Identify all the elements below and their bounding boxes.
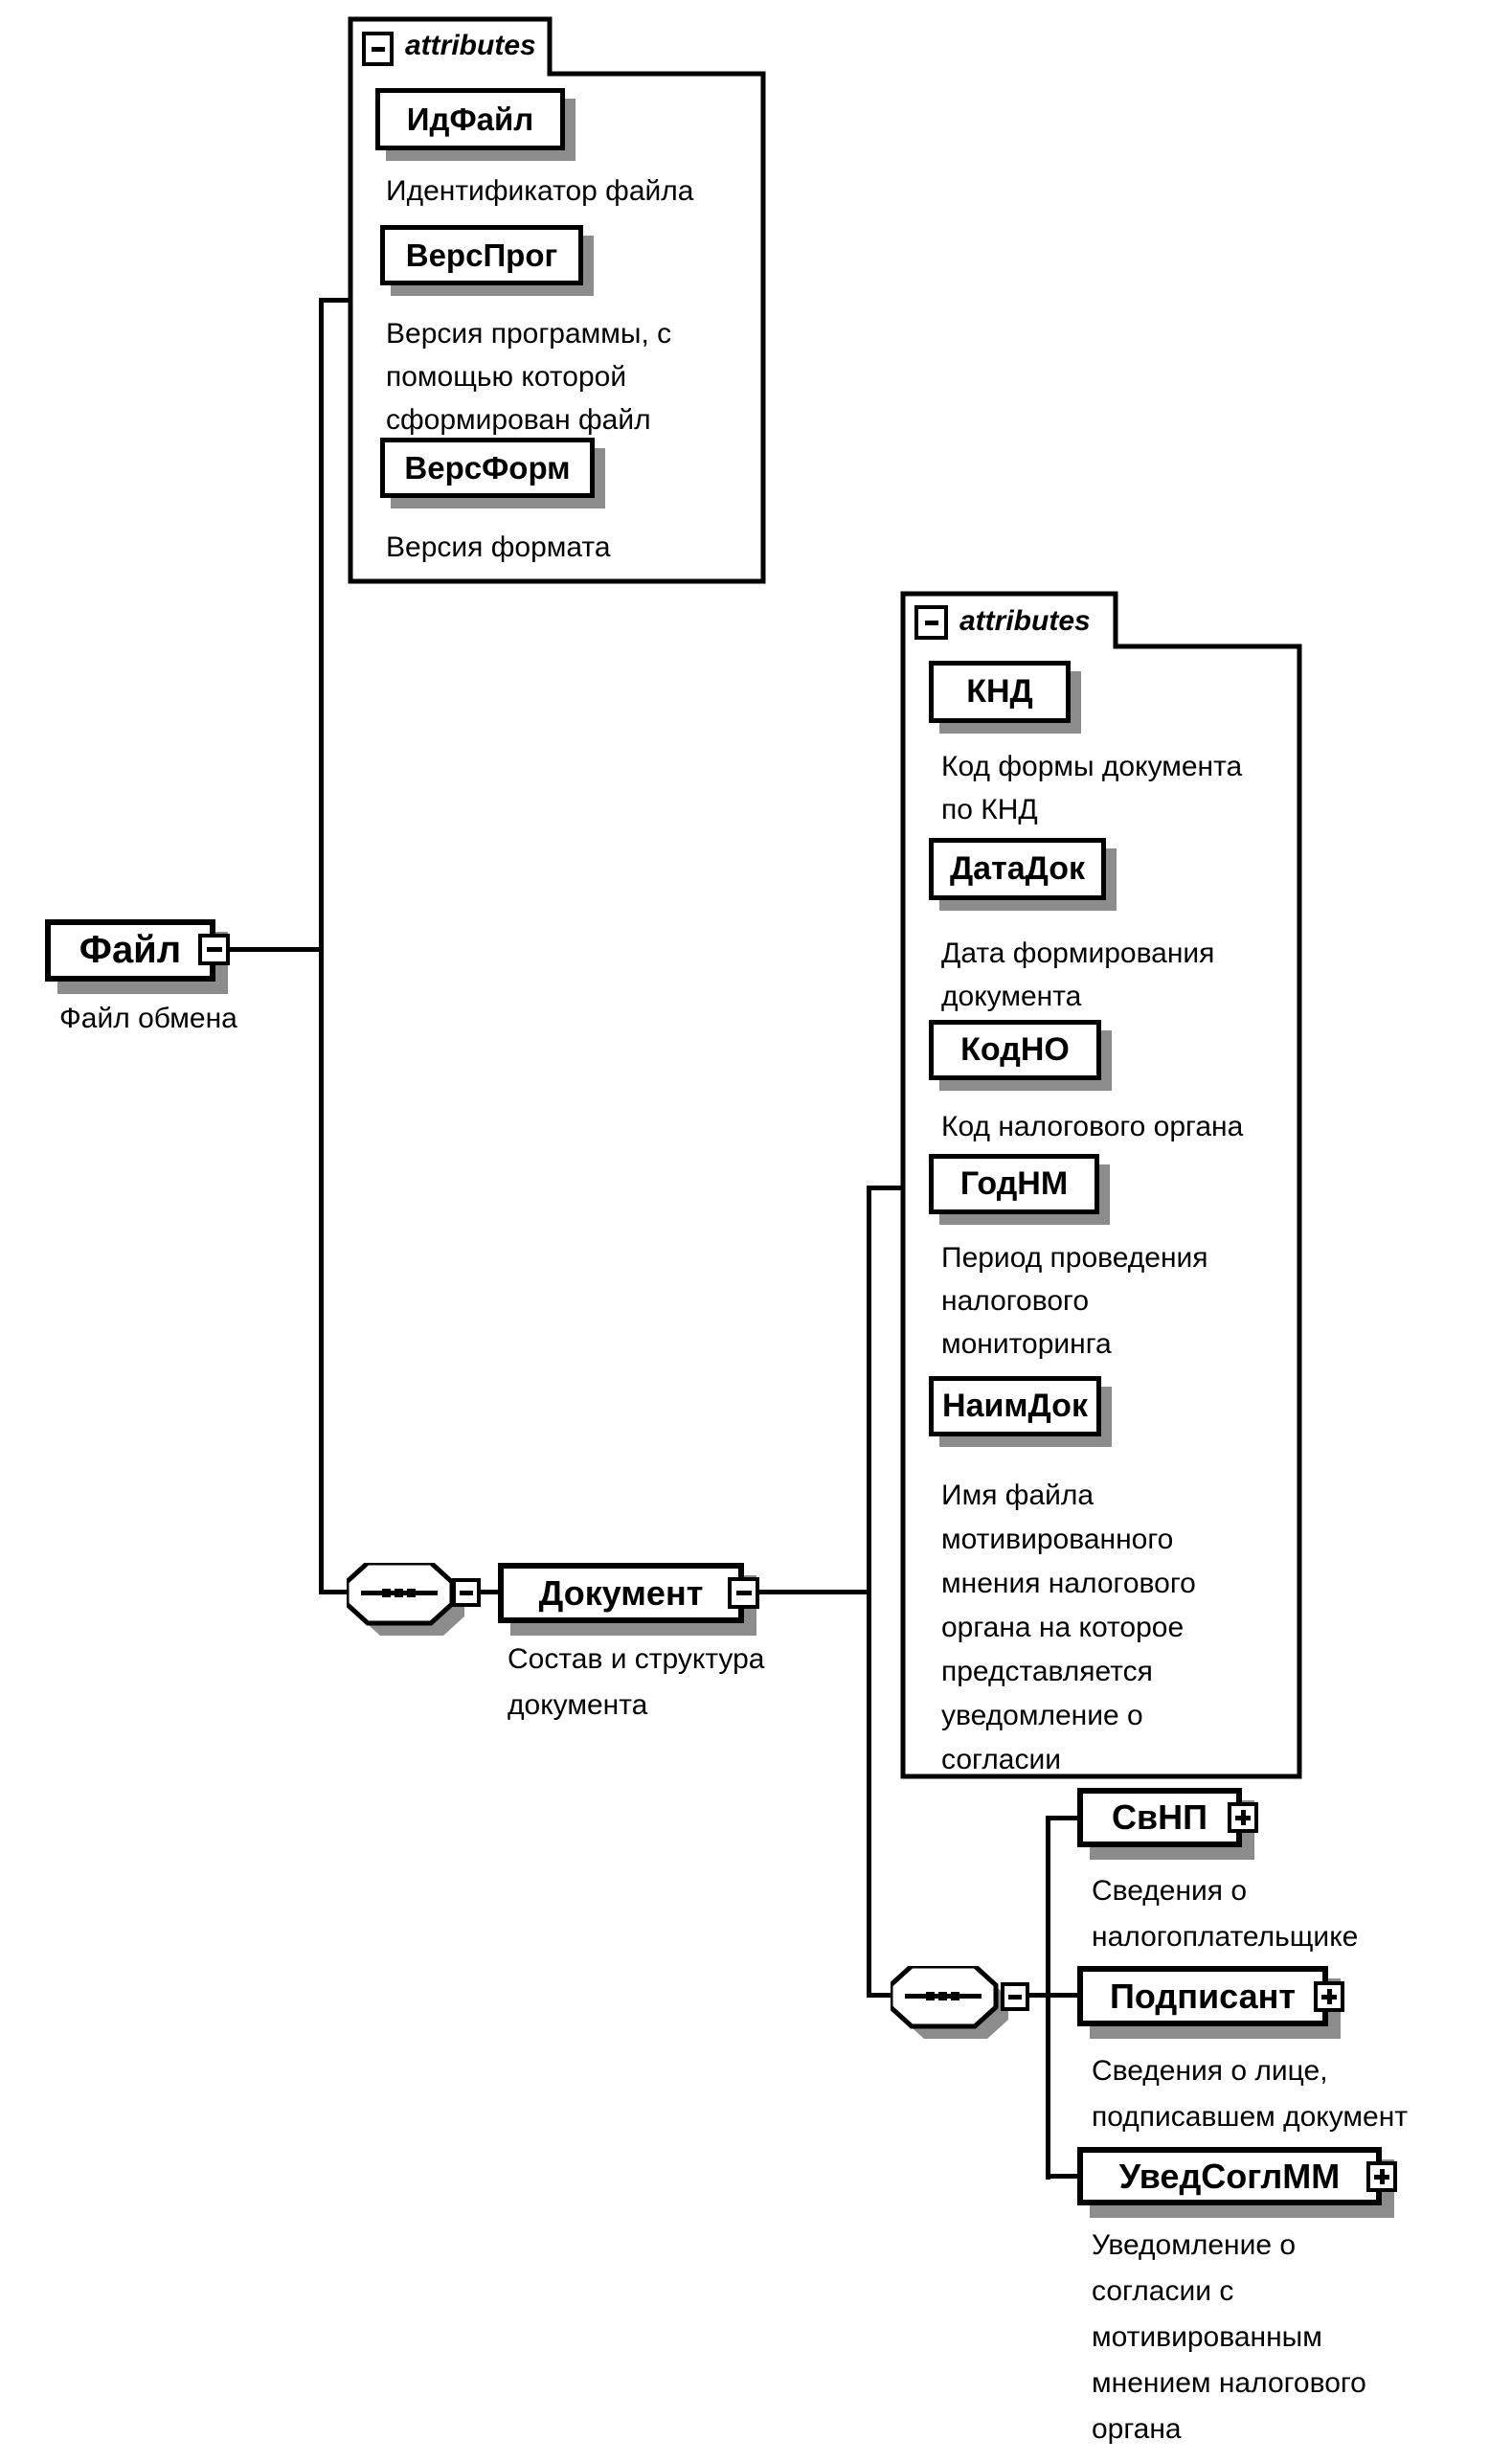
attribute-box-versprog[interactable] — [380, 225, 583, 285]
desc-line: Версия формата — [386, 531, 611, 563]
element-name-svnp: СвНП — [1111, 1797, 1207, 1837]
collapse-minus-icon-sequence1[interactable] — [452, 1578, 481, 1607]
desc-line: согласии — [941, 1744, 1062, 1775]
connector-sequence2-podpisant — [1027, 1993, 1079, 1998]
attribute-desc-kodno — [941, 1111, 1243, 1154]
attribute-name: КодНО — [960, 1031, 1070, 1068]
label-line: Сведения о лице, — [1092, 2055, 1328, 2087]
desc-line: Имя файла — [941, 1480, 1095, 1511]
attribute-name: КНД — [966, 673, 1033, 710]
element-box-podpisant[interactable] — [1077, 1966, 1328, 2026]
attribute-desc-idfajl — [386, 175, 694, 218]
stub-attributes-top — [319, 298, 350, 303]
stub-attributes-document — [867, 1186, 902, 1190]
attributes-tab-label: attributes — [405, 30, 536, 61]
minus-glyph — [925, 621, 938, 625]
label-line: Сведения о — [1092, 1875, 1248, 1907]
label-line: мнением налогового — [1092, 2367, 1366, 2399]
attribute-desc-naimdok — [941, 1474, 1196, 1782]
desc-line: мониторинга — [941, 1328, 1112, 1360]
connector-trunk2-sequence2 — [867, 1993, 893, 1998]
attribute-name: ГодНМ — [959, 1165, 1069, 1202]
label-line: Файл обмена — [59, 1003, 237, 1034]
connector-document-trunk2 — [757, 1590, 870, 1594]
expand-plus-icon-uvedsoglmm[interactable] — [1366, 2161, 1397, 2192]
label-line: Состав и структура — [508, 1643, 765, 1675]
element-name-document: Документ — [538, 1572, 704, 1613]
desc-line: по КНД — [941, 794, 1038, 825]
attribute-box-versform[interactable] — [380, 438, 595, 498]
sequence-compositor-file[interactable] — [347, 1563, 467, 1638]
collapse-minus-icon-sequence2[interactable] — [1001, 1982, 1029, 2011]
attribute-name: НаимДок — [942, 1388, 1088, 1424]
element-label-svnp — [1092, 1875, 1358, 1967]
attribute-box-knd[interactable] — [929, 661, 1071, 723]
attribute-box-datadok[interactable] — [929, 838, 1106, 900]
plus-glyph — [1321, 1989, 1337, 2004]
minus-glyph — [372, 47, 385, 52]
desc-line: уведомление о — [941, 1700, 1143, 1731]
minus-glyph — [736, 1591, 752, 1595]
collapse-minus-icon-attributes-top[interactable] — [362, 32, 394, 66]
label-line: подписавшем документ — [1092, 2101, 1409, 2133]
collapse-minus-icon-file[interactable] — [198, 934, 230, 965]
connector-svnp — [1046, 1816, 1079, 1820]
element-label-uvedsoglmm — [1092, 2229, 1366, 2459]
minus-glyph — [207, 947, 222, 952]
element-label-document — [508, 1643, 764, 1735]
attribute-box-kodno[interactable] — [929, 1020, 1101, 1080]
element-box-svnp[interactable] — [1077, 1788, 1242, 1847]
minus-glyph — [1008, 1995, 1022, 2000]
collapse-minus-icon-document[interactable] — [728, 1577, 759, 1609]
element-name-podpisant: Подписант — [1110, 1976, 1296, 2016]
expand-plus-icon-podpisant[interactable] — [1314, 1981, 1344, 2012]
desc-line: Код формы документа — [941, 751, 1243, 782]
label-line: органа — [1092, 2413, 1182, 2445]
attribute-name: ДатаДок — [949, 850, 1086, 887]
attributes-tab-label: attributes — [959, 605, 1091, 637]
desc-line: Период проведения — [941, 1242, 1208, 1274]
attribute-name: ВерсФорм — [404, 449, 571, 486]
label-line: согласии с — [1092, 2275, 1234, 2307]
expand-plus-icon-svnp[interactable] — [1228, 1802, 1258, 1833]
connector-uvedsoglmm — [1046, 2174, 1079, 2179]
collapse-minus-icon-attributes-document[interactable] — [914, 605, 948, 640]
label-line: мотивированным — [1092, 2321, 1322, 2353]
desc-line: помощью которой — [386, 361, 627, 393]
element-box-uvedsoglmm[interactable] — [1077, 2147, 1382, 2205]
desc-line: мотивированного — [941, 1524, 1174, 1555]
desc-line: налогового — [941, 1285, 1089, 1317]
minus-glyph — [460, 1591, 473, 1595]
element-label-podpisant — [1092, 2055, 1408, 2147]
sequence-compositor-document[interactable] — [891, 1966, 1011, 2042]
trunk-file — [319, 298, 324, 1594]
connector-trunk-sequence1 — [319, 1590, 350, 1594]
trunk-document — [867, 1186, 871, 1998]
desc-line: Идентификатор файла — [386, 175, 694, 207]
attribute-desc-knd — [941, 751, 1242, 837]
attribute-desc-versform — [386, 531, 611, 575]
attribute-desc-datadok — [941, 938, 1214, 1024]
trunk-children — [1046, 1816, 1050, 2180]
attribute-box-godnm[interactable] — [929, 1154, 1099, 1214]
label-line: документа — [508, 1689, 648, 1721]
desc-line: органа на которое — [941, 1612, 1185, 1643]
attribute-box-idfajl[interactable] — [375, 88, 565, 150]
attribute-name: ИдФайл — [406, 101, 534, 137]
desc-line: представляется — [941, 1656, 1153, 1687]
element-box-document[interactable] — [498, 1563, 744, 1623]
attribute-name: ВерсПрог — [405, 237, 558, 273]
desc-line: Дата формирования — [941, 938, 1215, 969]
desc-line: Код налогового органа — [941, 1111, 1244, 1142]
connector-file-trunk — [230, 947, 322, 952]
element-name-uvedsoglmm: УведСоглММ — [1118, 2156, 1341, 2196]
attributes-group-file — [348, 16, 766, 584]
element-box-file[interactable] — [45, 919, 215, 982]
desc-line: Версия программы, с — [386, 318, 672, 350]
desc-line: мнения налогового — [941, 1568, 1196, 1599]
element-label-file — [59, 1003, 237, 1049]
attribute-desc-versprog — [386, 318, 671, 447]
attributes-group-document — [900, 591, 1302, 1779]
plus-glyph — [1374, 2169, 1389, 2184]
desc-line: документа — [941, 981, 1082, 1012]
attribute-desc-godnm — [941, 1242, 1208, 1371]
element-name-file: Файл — [79, 929, 182, 971]
label-line: Уведомление о — [1092, 2229, 1297, 2261]
desc-line: сформирован файл — [386, 404, 651, 436]
attribute-box-naimdok[interactable] — [929, 1376, 1101, 1436]
label-line: налогоплательщике — [1092, 1921, 1359, 1953]
plus-glyph — [1235, 1810, 1251, 1825]
